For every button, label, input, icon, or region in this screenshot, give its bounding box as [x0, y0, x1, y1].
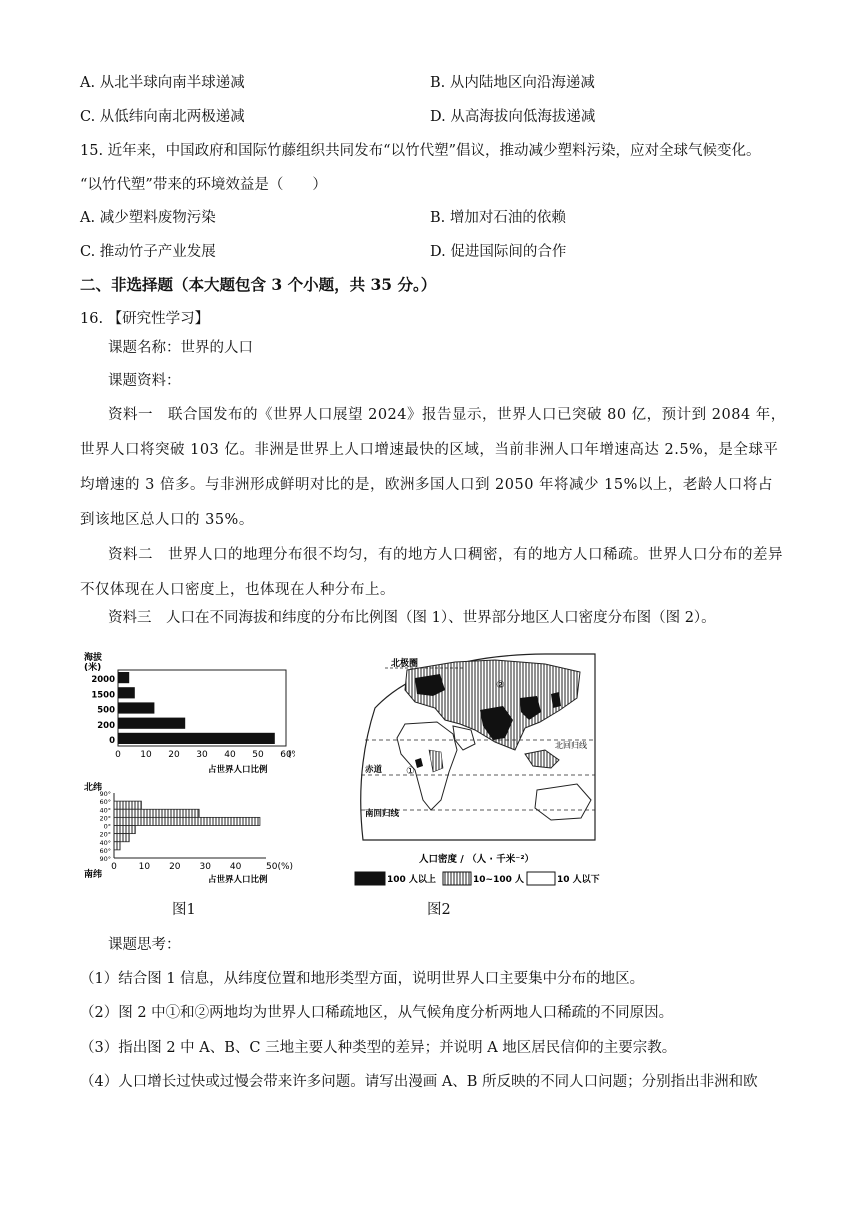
latitude-bar — [114, 842, 120, 850]
altitude-axis-title-1: 海拔 — [84, 653, 103, 663]
q14-option-d: D. 从高海拔向低海拔递减 — [430, 109, 596, 125]
latitude-bar — [114, 834, 129, 842]
q15-stem-line1: 15. 近年来，中国政府和国际竹藤组织共同发布“以竹代塑”倡议，推动减少塑料污染，应对全球气候变化。 — [80, 143, 761, 159]
latitude-tick-label: 90° — [99, 790, 111, 798]
q16-material2: 资料二 世界人口的地理分布很不均匀，有的地方人口稠密，有的地方人口稀疏。世界人口分布的差异不仅体现在人口密度上，也体现在人种分布上。 — [80, 547, 783, 598]
altitude-x-tick: 30 — [196, 750, 208, 760]
tropic-south-label: 南回归线 — [365, 809, 400, 819]
q16-header: 16. 【研究性学习】 — [80, 311, 210, 327]
altitude-tick-label: 2000 — [91, 675, 115, 686]
q15-option-c: C. 推动竹子产业发展 — [80, 244, 216, 260]
marker-2: ② — [496, 680, 505, 691]
q14-option-c: C. 从低纬向南北两极递减 — [80, 109, 245, 125]
q16-question-2: （2）图 2 中①和②两地均为世界人口稀疏地区，从气候角度分析两地人口稀疏的不同原因。 — [80, 1005, 674, 1021]
latitude-tick-label: 40° — [99, 838, 111, 847]
altitude-tick-label: 500 — [97, 705, 115, 716]
latitude-x-tick: 50(%) — [266, 862, 294, 872]
altitude-tick-label: 200 — [97, 720, 115, 731]
q15-stem-line2: “以竹代塑”带来的环境效益是（ ） — [80, 177, 327, 193]
legend-swatch-dense — [355, 872, 385, 885]
q14-option-b: B. 从内陆地区向沿海递减 — [430, 75, 595, 91]
latitude-bar — [114, 809, 199, 817]
latitude-x-tick: 40 — [229, 862, 242, 872]
latitude-bar — [114, 801, 141, 809]
latitude-tick-label: 40° — [99, 806, 111, 815]
altitude-x-tick: 20 — [168, 750, 180, 760]
altitude-bar-chart — [80, 650, 295, 775]
altitude-axis-title-2: (米) — [84, 663, 102, 673]
latitude-tick-label: 0° — [103, 822, 111, 831]
q16-materials-label: 课题资料： — [108, 373, 181, 389]
figure1-caption: 图1 — [172, 902, 196, 918]
legend-label-medium: 10~100 人 — [473, 875, 524, 885]
q14-option-a: A. 从北半球向南半球递减 — [80, 75, 245, 91]
latitude-bar — [114, 817, 260, 825]
latitude-tick-label: 60° — [99, 846, 111, 855]
altitude-tick-label: 1500 — [91, 690, 115, 701]
tropic-north-label: 北回归线 — [555, 741, 587, 750]
latitude-x-tick: 30 — [199, 862, 211, 872]
altitude-x-label: 占世界人口比例 — [208, 765, 268, 775]
altitude-x-tick: 40 — [224, 750, 236, 760]
altitude-x-tick: 60 — [280, 750, 292, 760]
legend-swatch-medium — [443, 872, 471, 885]
latitude-x-tick: 10 — [138, 862, 151, 872]
latitude-tick-label: 20° — [99, 830, 111, 839]
q16-question-1: （1）结合图 1 信息，从纬度位置和地形类型方面，说明世界人口主要集中分布的地区。 — [80, 971, 645, 987]
section2-title: 二、非选择题（本大题包含 3 个小题，共 35 分。） — [80, 275, 437, 294]
latitude-north-label: 北纬 — [84, 783, 103, 793]
latitude-south-label: 南纬 — [84, 870, 103, 880]
arctic-circle-label: 北极圈 — [391, 659, 419, 669]
altitude-bar — [118, 672, 129, 683]
legend-swatch-sparse — [527, 872, 555, 885]
altitude-bar — [118, 733, 275, 744]
population-density-map — [345, 650, 610, 895]
altitude-x-tick: 0 — [115, 750, 121, 760]
altitude-bar — [118, 718, 185, 729]
legend-title: 人口密度 / （人 · 千米⁻²） — [419, 854, 534, 865]
q15-option-a: A. 减少塑料废物污染 — [80, 210, 216, 226]
figure2-map — [345, 650, 610, 895]
latitude-x-tick: 20 — [169, 862, 181, 872]
q16-thinking-label: 课题思考： — [108, 937, 181, 953]
altitude-bar — [118, 702, 154, 713]
q16-material1: 资料一 联合国发布的《世界人口展望 2024》报告显示，世界人口已突破 80 亿，预计到 2084 年，世界人口将突破 103 亿。非洲是世界上人口增速最快的区域，当前非洲人口年增速高达 2.5%，是全球平均增速的 3 倍多。与非洲形成鲜明对比的是，欧洲多国人口到 2050 年将减少 15%以上，老龄人口将占到该地区总人口的 35%。 — [80, 407, 786, 528]
figure1-altitude-chart — [80, 650, 295, 775]
latitude-tick-label: 90° — [99, 855, 111, 863]
altitude-tick-label: 0 — [109, 736, 115, 746]
q15-option-d: D. 促进国际间的合作 — [430, 244, 567, 260]
latitude-x-label: 占世界人口比例 — [208, 875, 268, 885]
q16-topic: 课题名称：世界的人口 — [108, 340, 253, 356]
marker-1: ① — [406, 766, 415, 777]
latitude-tick-label: 20° — [99, 814, 111, 823]
latitude-tick-label: 60° — [99, 798, 111, 807]
equator-label: 赤道 — [365, 765, 383, 775]
altitude-bar — [118, 687, 135, 698]
figure2-caption: 图2 — [427, 902, 451, 918]
legend-label-dense: 100 人以上 — [387, 875, 436, 885]
figure1-latitude-chart — [80, 780, 295, 895]
altitude-x-unit: ( — [288, 750, 292, 760]
altitude-x-tick: 50 — [252, 750, 264, 760]
q16-material3: 资料三 人口在不同海拔和纬度的分布比例图（图 1）、世界部分地区人口密度分布图（图 2）。 — [108, 610, 716, 626]
latitude-bar — [114, 826, 135, 834]
legend-label-sparse: 10 人以下 — [557, 875, 600, 885]
q16-question-3: （3）指出图 2 中 A、B、C 三地主要人种类型的差异；并说明 A 地区居民信仰的主要宗教。 — [80, 1040, 677, 1056]
altitude-x-tick: 10 — [140, 750, 152, 760]
latitude-x-tick: 0 — [111, 862, 117, 872]
latitude-bar-chart — [80, 780, 295, 895]
q16-question-4: （4）人口增长过快或过慢会带来许多问题。请写出漫画 A、B 所反映的不同人口问题；分别指出非洲和欧 — [80, 1074, 758, 1090]
q15-option-b: B. 增加对石油的依赖 — [430, 210, 566, 226]
